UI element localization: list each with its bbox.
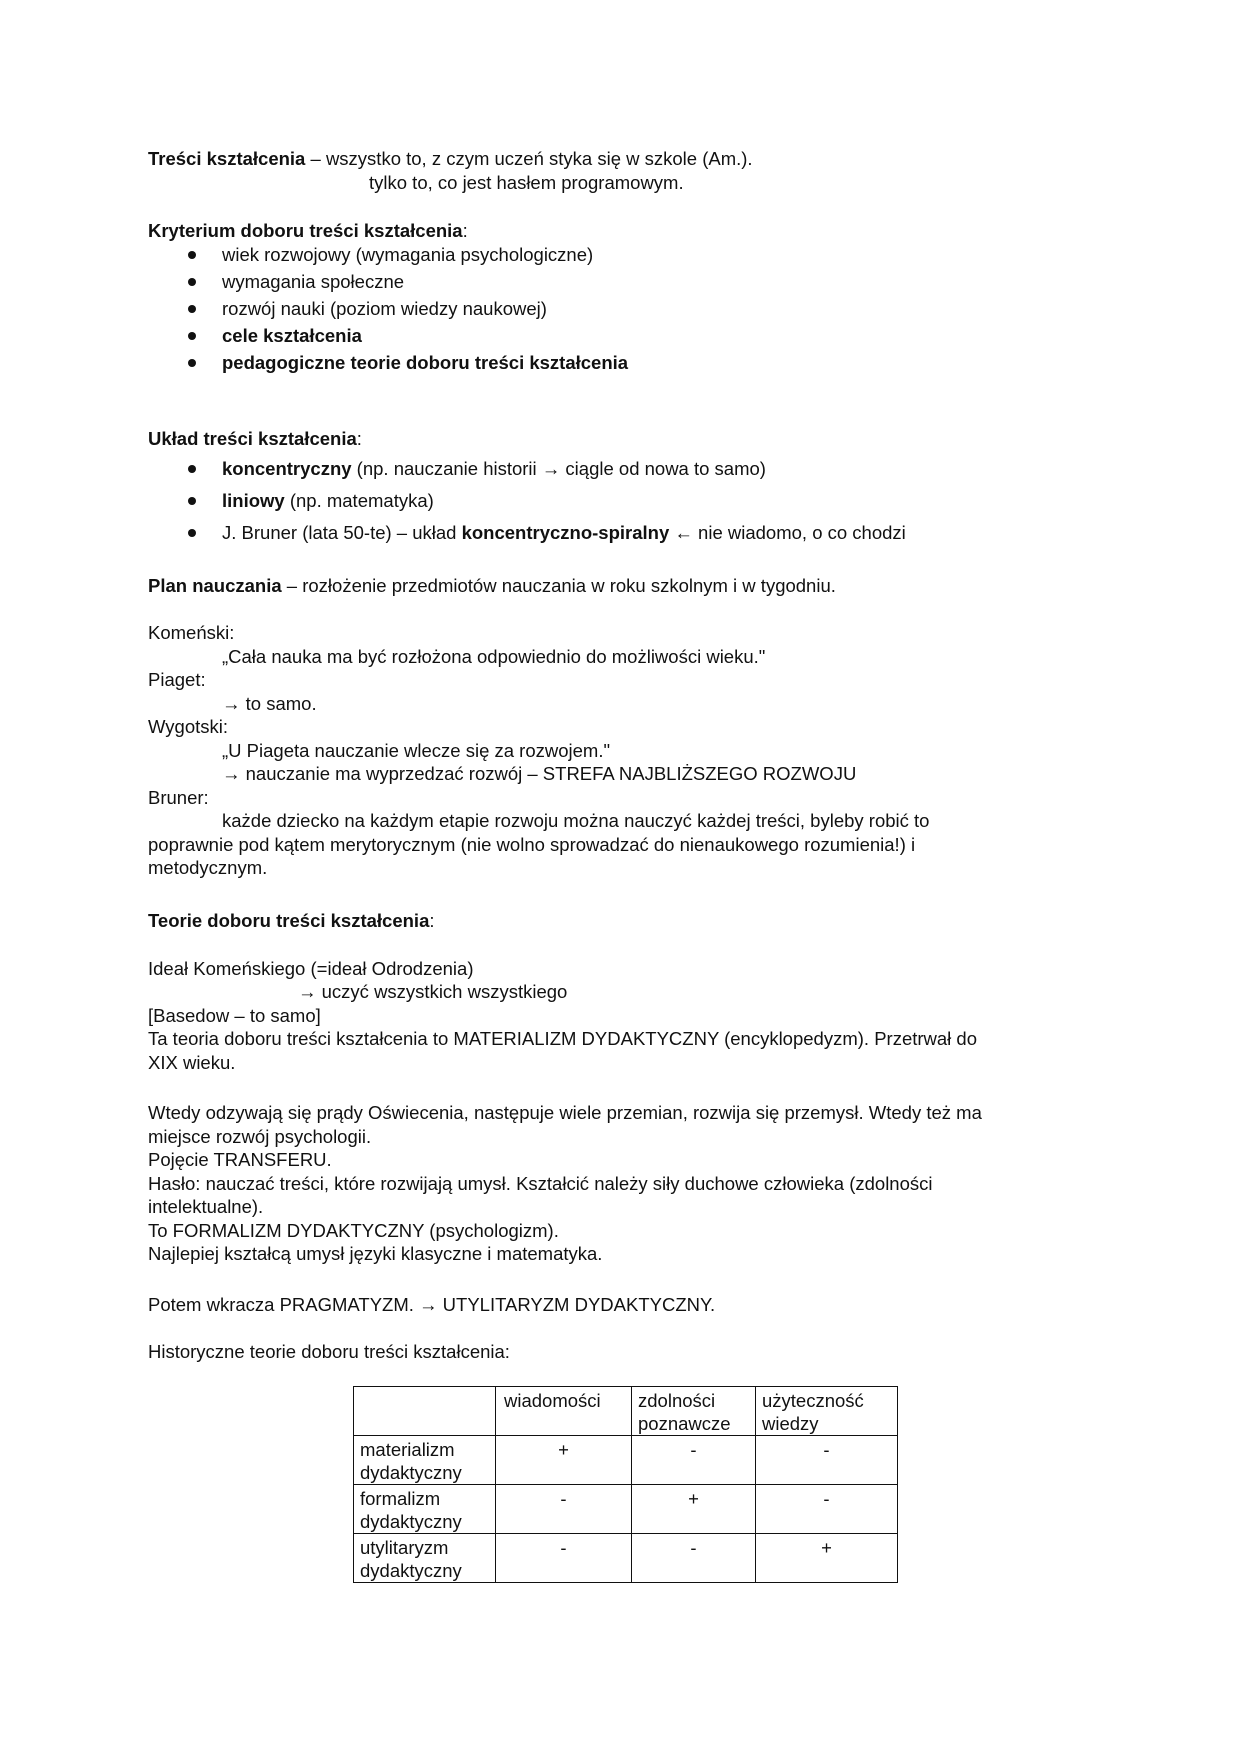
table-header-cell	[354, 1387, 496, 1436]
uklad-item-3-rest: ← nie wiadomo, o co chodzi	[669, 521, 906, 543]
teorie-heading-line	[148, 909, 1088, 933]
list-item	[148, 270, 1088, 297]
oswiecenie-line-1: Wtedy odzywają się prądy Oświecenia, następuje wiele przemian, rozwija się przemysł. Wtedy też ma	[148, 1102, 982, 1123]
table-row-label: utylitaryzm dydaktyczny	[354, 1534, 496, 1583]
list-item-text: wymagania społeczne	[222, 270, 405, 292]
bruner-line-1: każde dziecko na każdym etapie rozwoju można nauczyć każdej treści, byleby robić to	[222, 810, 930, 831]
table-row	[354, 1485, 898, 1534]
table-cell: -	[496, 1485, 632, 1534]
plan-line	[148, 574, 1088, 598]
section-plan	[148, 574, 1088, 598]
uklad-item-2-bold: liniowy	[222, 489, 285, 511]
teorie-line-3: [Basedow – to samo]	[148, 1004, 321, 1026]
oswiecenie-line-3: Pojęcie TRANSFERU.	[148, 1149, 332, 1170]
kryterium-heading: Kryterium doboru treści kształcenia	[148, 220, 463, 241]
uklad-item-3-pre: J. Bruner (lata 50-te) – układ	[222, 521, 462, 543]
teorie-line-5: XIX wieku.	[148, 1051, 236, 1073]
oswiecenie-line-7: Najlepiej kształcą umysł języki klasyczne i matematyka.	[148, 1243, 603, 1264]
uklad-item-2-rest: (np. matematyka)	[284, 489, 434, 511]
teorie-line-2: → uczyć wszystkich wszystkiego	[298, 981, 568, 1002]
oswiecenie-line-4: Hasło: nauczać treści, które rozwijają umysł. Kształcić należy siły duchowe człowieka (zdolności	[148, 1172, 933, 1194]
table-header-cell: użyteczność wiedzy	[756, 1387, 898, 1436]
table-cell: +	[632, 1485, 756, 1534]
table-cell: -	[496, 1534, 632, 1583]
section-historyczne	[148, 1340, 1088, 1364]
plan-term: Plan nauczania	[148, 575, 282, 596]
uklad-list	[148, 457, 1088, 553]
tresci-dash: –	[305, 148, 326, 169]
list-item	[148, 351, 1088, 378]
tresci-definition-line-2	[148, 171, 1088, 195]
table-row-label: formalizm dydaktyczny	[354, 1485, 496, 1534]
table-cell: +	[496, 1436, 632, 1485]
list-item	[148, 297, 1088, 324]
table-row	[354, 1534, 898, 1583]
table-row	[354, 1436, 898, 1485]
bruner-line-2: poprawnie pod kątem merytorycznym (nie wolno sprowadzać do nienaukowego rozumienia!) i	[148, 833, 916, 855]
table-row-label: materializm dydaktyczny	[354, 1436, 496, 1485]
section-authors	[148, 621, 1088, 880]
teorie-line-4: Ta teoria doboru treści kształcenia to MATERIALIZM DYDAKTYCZNY (encyklopedyzm). Przetrwał do	[148, 1028, 978, 1049]
wygotski-quote: „U Piageta nauczanie wlecze się za rozwojem."	[222, 739, 611, 761]
list-item-text: rozwój nauki (poziom wiedzy naukowej)	[222, 297, 547, 319]
table-header-cell: zdolności poznawcze	[632, 1387, 756, 1436]
list-item	[148, 521, 1088, 553]
kryterium-colon: :	[462, 220, 468, 241]
piaget-note: → to samo.	[222, 692, 317, 714]
tresci-def-2: tylko to, co jest hasłem programowym.	[369, 171, 684, 193]
wygotski-note: → nauczanie ma wyprzedzać rozwój – STREFA NAJBLIŻSZEGO ROZWOJU	[222, 763, 857, 784]
list-item	[148, 243, 1088, 270]
kryterium-heading-line	[148, 219, 1088, 243]
list-item	[148, 324, 1088, 351]
uklad-heading-line	[148, 427, 1088, 451]
theories-table	[353, 1386, 898, 1583]
pragmatyzm-line: Potem wkracza PRAGMATYZM. → UTYLITARYZM DYDAKTYCZNY.	[148, 1294, 716, 1315]
table-header-cell: wiadomości	[496, 1387, 632, 1436]
uklad-item-1-rest: (np. nauczanie historii → ciągle od nowa to samo)	[351, 457, 766, 479]
oswiecenie-line-6: To FORMALIZM DYDAKTYCZNY (psychologizm).	[148, 1219, 559, 1241]
uklad-item-1-bold: koncentryczny	[222, 457, 352, 479]
tresci-def-1: wszystko to, z czym uczeń styka się w szkole (Am.).	[325, 148, 753, 169]
table-cell: -	[756, 1485, 898, 1534]
section-teorie	[148, 909, 1088, 1074]
list-item-text: cele kształcenia	[222, 324, 362, 346]
table-header-row	[354, 1387, 898, 1436]
historyczne-title: Historyczne teorie doboru treści kształcenia:	[148, 1341, 510, 1362]
list-item-text: wiek rozwojowy (wymagania psychologiczne)	[222, 243, 594, 265]
uklad-item-3-bold: koncentryczno-spiralny	[461, 521, 670, 543]
uklad-heading: Układ treści kształcenia	[148, 428, 357, 449]
section-pragmatyzm	[148, 1293, 1088, 1317]
komenski-name: Komeński:	[148, 622, 235, 643]
bruner-name: Bruner:	[148, 786, 209, 808]
list-item	[148, 457, 1088, 489]
tresci-term: Treści kształcenia	[148, 148, 306, 169]
table-cell: +	[756, 1534, 898, 1583]
uklad-colon: :	[356, 428, 362, 449]
komenski-quote: „Cała nauka ma być rozłożona odpowiednio do możliwości wieku."	[222, 645, 766, 667]
section-oswiecenie	[148, 1101, 1088, 1266]
oswiecenie-line-2: miejsce rozwój psychologii.	[148, 1125, 372, 1147]
kryterium-list	[148, 243, 1088, 378]
table-cell: -	[632, 1534, 756, 1583]
list-item-text: pedagogiczne teorie doboru treści kształcenia	[222, 351, 629, 373]
list-item	[148, 489, 1088, 521]
section-kryterium	[148, 219, 1088, 378]
teorie-heading: Teorie doboru treści kształcenia	[148, 910, 430, 931]
section-uklad	[148, 427, 1088, 553]
table-cell: -	[632, 1436, 756, 1485]
bruner-line-3: metodycznym.	[148, 857, 268, 878]
section-tresci	[148, 147, 1088, 194]
wygotski-name: Wygotski:	[148, 716, 229, 737]
teorie-colon: :	[429, 910, 435, 931]
piaget-name: Piaget:	[148, 669, 206, 690]
teorie-line-1: Ideał Komeńskiego (=ideał Odrodzenia)	[148, 957, 474, 979]
oswiecenie-line-5: intelektualne).	[148, 1196, 264, 1217]
plan-rest: – rozłożenie przedmiotów nauczania w roku szkolnym i w tygodniu.	[281, 575, 836, 596]
tresci-definition-line-1	[148, 147, 1088, 171]
table-cell: -	[756, 1436, 898, 1485]
